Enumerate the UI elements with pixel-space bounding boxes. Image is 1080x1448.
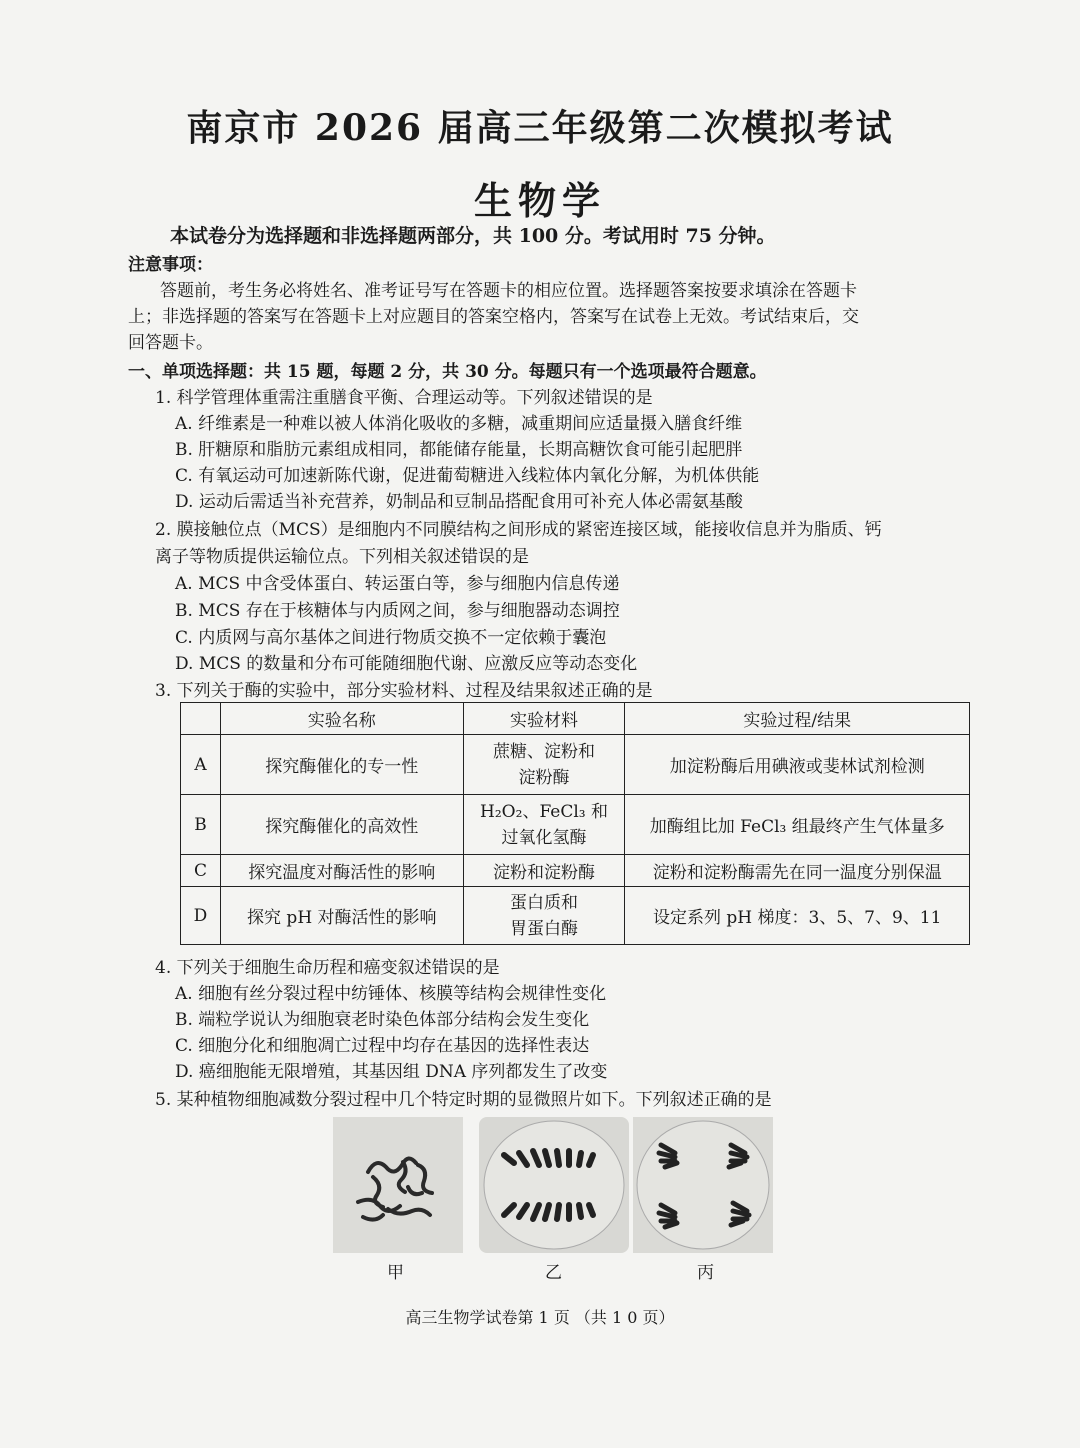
option-a: A. 纤维素是一种难以被人体消化吸收的多糖，减重期间应适量摄入膳食纤维: [175, 414, 743, 434]
exam-title: 南京市 2026 届高三年级第二次模拟考试: [186, 107, 894, 149]
material-line: 过氧化氢酶: [501, 827, 587, 848]
experiment-name-cell: 探究酶催化的高效性: [220, 795, 463, 855]
caption-bing: 丙: [697, 1263, 714, 1283]
notice-line: 回答题卡。: [128, 333, 213, 353]
option-a: A. 细胞有丝分裂过程中纺锤体、核膜等结构会规律性变化: [175, 984, 607, 1004]
material-line: 胃蛋白酶: [510, 918, 579, 939]
material-cell: [463, 795, 625, 855]
question-stem: 5. 某种植物细胞减数分裂过程中几个特定时期的显微照片如下。下列叙述正确的是: [155, 1090, 772, 1110]
section-heading: 一、单项选择题：共 15 题，每题 2 分，共 30 分。每题只有一个选项最符合题意。: [128, 362, 767, 382]
page-footer: 高三生物学试卷第 1 页 （共 1 0 页）: [405, 1308, 675, 1327]
question-stem: 4. 下列关于细胞生命历程和癌变叙述错误的是: [155, 958, 500, 978]
process-cell: 加淀粉酶后用碘液或斐林试剂检测: [625, 735, 970, 795]
table-row: [181, 887, 970, 945]
material-line: 蛋白质和: [510, 892, 579, 913]
question-stem: 3. 下列关于酶的实验中，部分实验材料、过程及结果叙述正确的是: [155, 681, 653, 701]
question-stem: 2. 膜接触位点（MCS）是细胞内不同膜结构之间形成的紧密连接区域，能接收信息并为脂质、钙: [155, 520, 882, 540]
option-c: C. 有氧运动可加速新陈代谢，促进葡萄糖进入线粒体内氧化分解，为机体供能: [175, 466, 760, 486]
process-cell: 设定系列 pH 梯度：3、5、7、9、11: [625, 887, 970, 945]
question-stem: 1. 科学管理体重需注重膳食平衡、合理运动等。下列叙述错误的是: [155, 388, 653, 408]
micrograph-bing: [633, 1117, 773, 1253]
micrograph-yi: [479, 1117, 629, 1253]
notice-line: 答题前，考生务必将姓名、准考证号写在答题卡的相应位置。选择题答案按要求填涂在答题卡: [160, 281, 857, 301]
notice-heading: 注意事项：: [128, 255, 213, 275]
option-cell: C: [181, 855, 221, 887]
caption-jia: 甲: [387, 1263, 404, 1283]
notice-line: 上；非选择题的答案写在答题卡上对应题目的答案空格内，答案写在试卷上无效。考试结束后，交: [128, 307, 859, 327]
table-header: 实验过程/结果: [625, 703, 970, 735]
enzyme-experiment-table: [180, 702, 970, 945]
table-header: [181, 703, 221, 735]
option-a: A. MCS 中含受体蛋白、转运蛋白等，参与细胞内信息传递: [175, 574, 620, 594]
material-cell: 淀粉和淀粉酶: [463, 855, 625, 887]
option-d: D. MCS 的数量和分布可能随细胞代谢、应激反应等动态变化: [175, 654, 638, 674]
subject-title: 生物学: [473, 178, 606, 223]
experiment-name-cell: 探究温度对酶活性的影响: [220, 855, 463, 887]
experiment-name-cell: 探究酶催化的专一性: [220, 735, 463, 795]
option-b: B. 端粒学说认为细胞衰老时染色体部分结构会发生变化: [175, 1010, 590, 1030]
option-b: B. 肝糖原和脂肪元素组成相同，都能储存能量，长期高糖饮食可能引起肥胖: [175, 440, 743, 460]
material-cell: [463, 887, 625, 945]
option-c: C. 细胞分化和细胞凋亡过程中均存在基因的选择性表达: [175, 1036, 590, 1056]
caption-yi: 乙: [545, 1263, 562, 1283]
option-cell: D: [181, 887, 221, 945]
exam-intro: 本试卷分为选择题和非选择题两部分，共 100 分。考试用时 75 分钟。: [170, 225, 776, 247]
material-line: 蔗糖、淀粉和: [493, 741, 596, 762]
option-c: C. 内质网与高尔基体之间进行物质交换不一定依赖于囊泡: [175, 628, 607, 648]
material-line: H₂O₂、FeCl₃ 和: [480, 801, 609, 822]
table-row: [181, 855, 970, 887]
material-cell: [463, 735, 625, 795]
table-header-row: [181, 703, 970, 735]
option-b: B. MCS 存在于核糖体与内质网之间，参与细胞器动态调控: [175, 601, 620, 621]
table-header: 实验材料: [463, 703, 625, 735]
process-cell: 加酶组比加 FeCl₃ 组最终产生气体量多: [625, 795, 970, 855]
table-header: 实验名称: [220, 703, 463, 735]
question-stem: 离子等物质提供运输位点。下列相关叙述错误的是: [155, 547, 529, 567]
material-line: 淀粉酶: [518, 767, 570, 788]
process-cell: 淀粉和淀粉酶需先在同一温度分别保温: [625, 855, 970, 887]
micrograph-jia: [333, 1117, 463, 1253]
experiment-name-cell: 探究 pH 对酶活性的影响: [220, 887, 463, 945]
table-row: [181, 735, 970, 795]
option-cell: A: [181, 735, 221, 795]
option-d: D. 癌细胞能无限增殖，其基因组 DNA 序列都发生了改变: [175, 1062, 608, 1082]
table-row: [181, 795, 970, 855]
option-cell: B: [181, 795, 221, 855]
option-d: D. 运动后需适当补充营养，奶制品和豆制品搭配食用可补充人体必需氨基酸: [175, 492, 743, 512]
